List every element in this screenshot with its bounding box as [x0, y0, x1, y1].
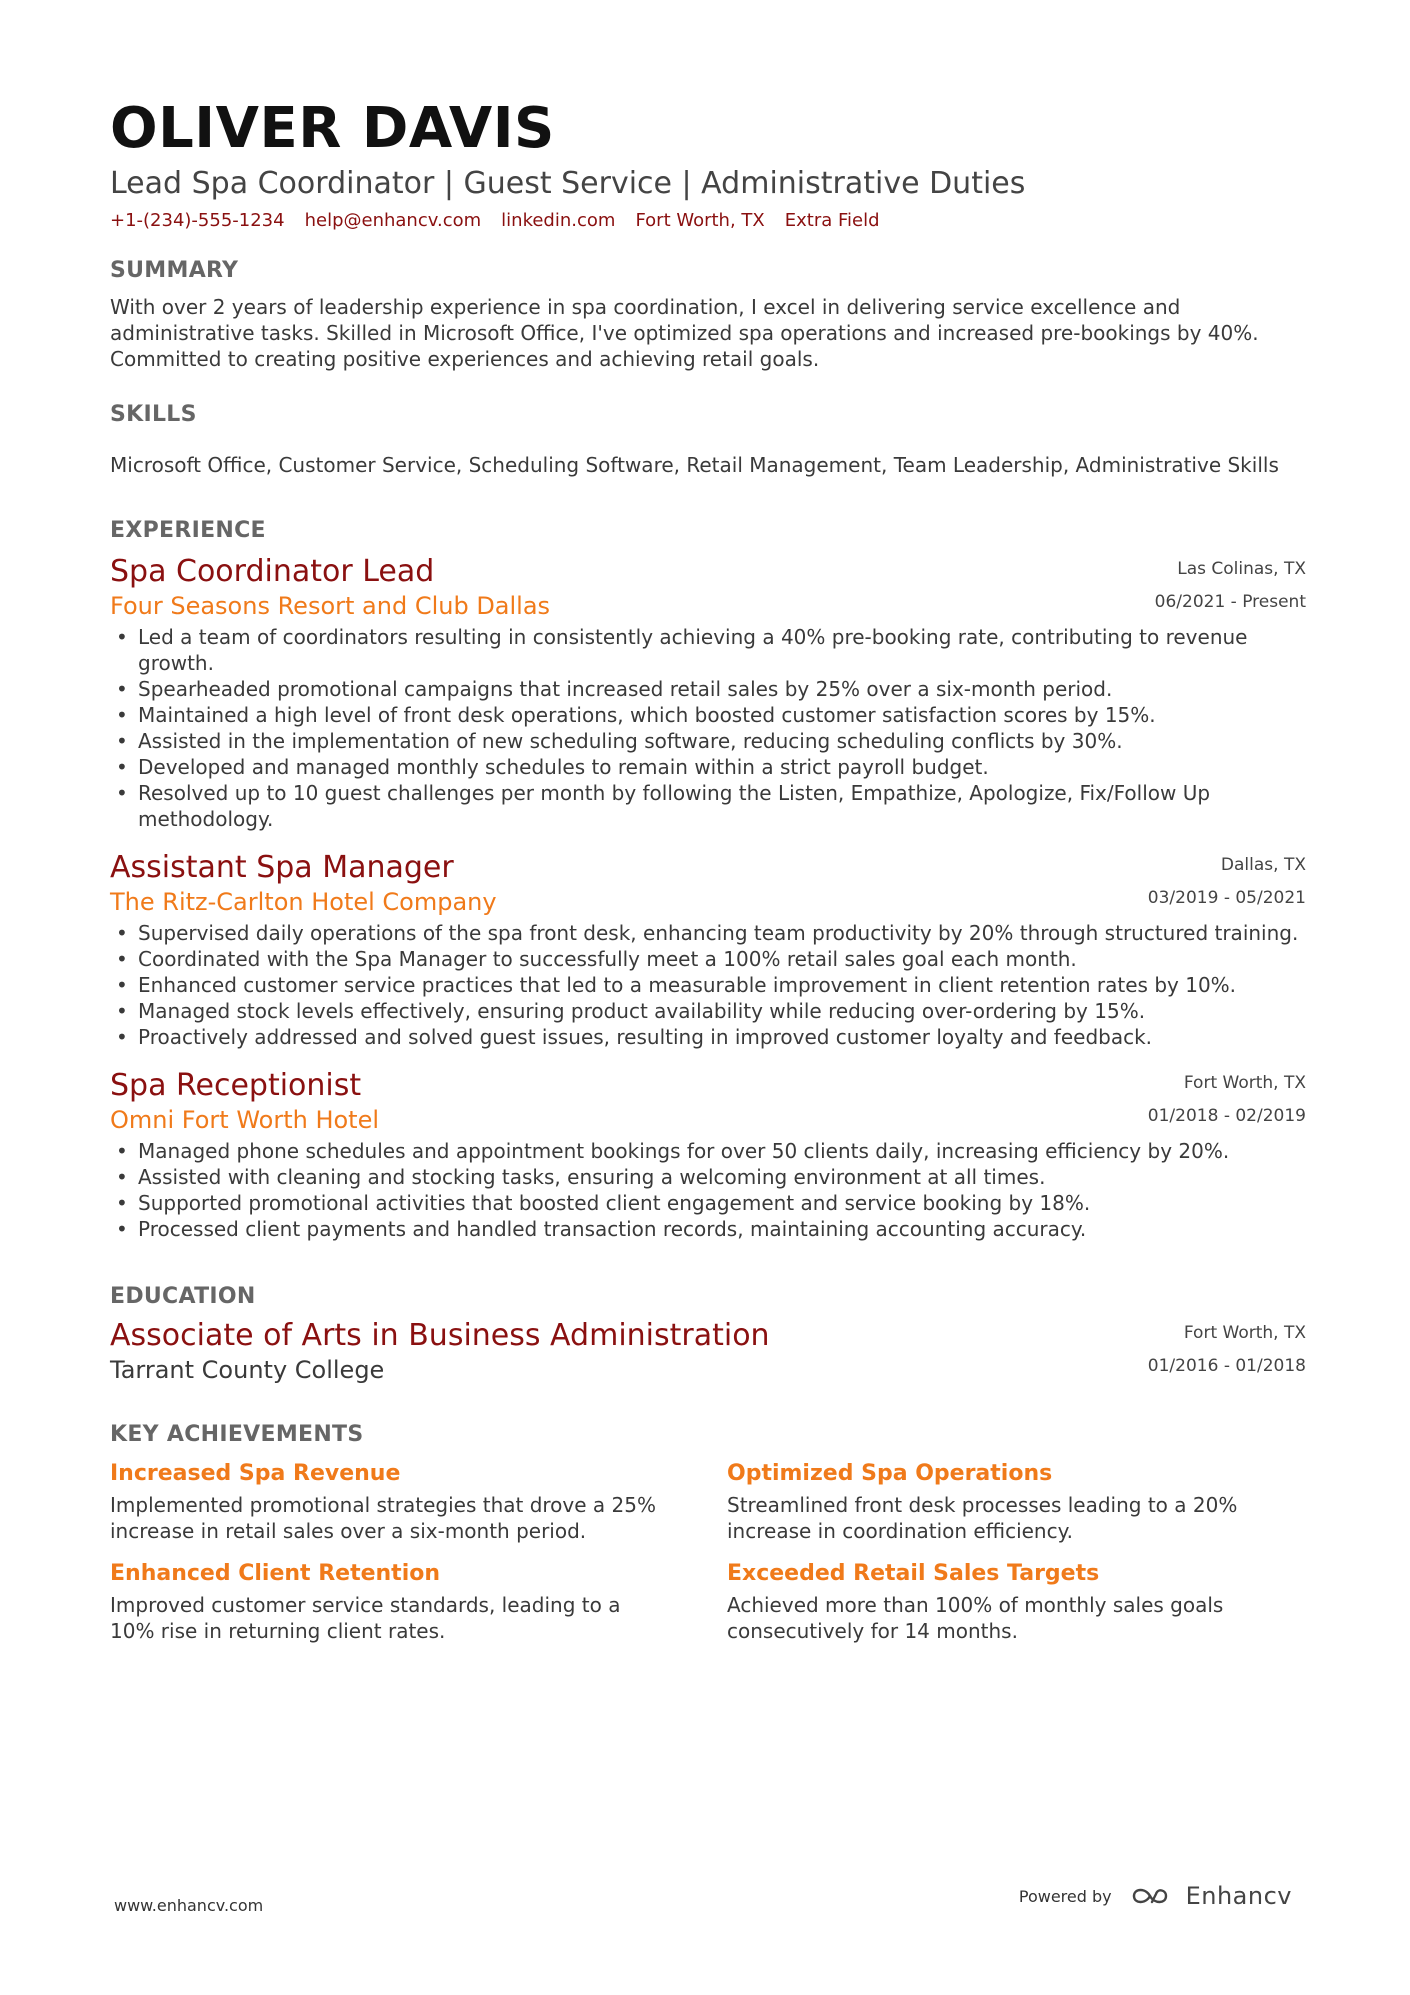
job-bullet: • Maintained a high level of front desk operations, which boosted customer satisfaction scores by 15%. [110, 702, 1306, 728]
job-title: Assistant Spa Manager [110, 850, 454, 885]
job-meta [1148, 1068, 1306, 1134]
job-company: The Ritz-Carlton Hotel Company [110, 888, 497, 916]
footer-website[interactable]: www.enhancv.com [114, 1896, 264, 1915]
education-degree: Associate of Arts in Business Administration [110, 1318, 770, 1353]
job-bullet: • Managed stock levels effectively, ensuring product availability while reducing over-ordering by 15%. [110, 998, 1306, 1024]
contact-info [110, 208, 1306, 234]
job-location: Dallas, TX [1220, 855, 1306, 875]
summary-title: SUMMARY [110, 258, 239, 283]
job-entry [110, 554, 1306, 832]
job-meta [1155, 554, 1306, 620]
job-bullet: • Coordinated with the Spa Manager to successfully meet a 100% retail sales goal each month. [110, 946, 1306, 972]
education-section [110, 1282, 1306, 1386]
job-company: Omni Fort Worth Hotel [110, 1106, 380, 1134]
job-entry [110, 850, 1306, 1050]
achievement-item [727, 1458, 1306, 1544]
contact-extra-field: Extra Field [784, 210, 880, 231]
job-bullet: • Supported promotional activities that boosted client engagement and service booking by 18%. [110, 1190, 1306, 1216]
contact-linkedin[interactable]: linkedin.com [501, 210, 616, 231]
contact-email[interactable]: help@enhancv.com [304, 210, 482, 231]
education-dates: 01/2016 - 01/2018 [1147, 1356, 1306, 1376]
resume-content [110, 96, 1306, 1644]
job-bullet: • Proactively addressed and solved guest issues, resulting in improved customer loyalty and feedback. [110, 1024, 1306, 1050]
job-bullets [110, 624, 1306, 832]
skills-title: SKILLS [110, 402, 197, 427]
achievements-title: KEY ACHIEVEMENTS [110, 1422, 364, 1447]
job-dates: 06/2021 - Present [1154, 592, 1306, 612]
education-title: EDUCATION [110, 1284, 256, 1309]
enhancv-logo-icon [1130, 1884, 1176, 1908]
job-bullet: • Assisted with cleaning and stocking tasks, ensuring a welcoming environment at all times. [110, 1164, 1306, 1190]
job-bullet: • Led a team of coordinators resulting in consistently achieving a 40% pre-booking rate, contributing to revenue growth. [110, 624, 1306, 676]
job-bullets [110, 1138, 1306, 1242]
job-company: Four Seasons Resort and Club Dallas [110, 592, 551, 620]
contact-phone[interactable]: +1-(234)-555-1234 [110, 210, 285, 231]
achievement-title: Increased Spa Revenue [110, 1461, 401, 1486]
candidate-headline: Lead Spa Coordinator | Guest Service | Administrative Duties [110, 166, 1026, 201]
experience-section [110, 516, 1306, 1242]
job-bullet: • Supervised daily operations of the spa front desk, enhancing team productivity by 20% through structured training. [110, 920, 1306, 946]
powered-by-label: Powered by [1018, 1886, 1112, 1906]
job-meta [1148, 850, 1306, 916]
job-bullet: • Enhanced customer service practices that led to a measurable improvement in client retention rates by 10%. [110, 972, 1306, 998]
achievement-title: Optimized Spa Operations [727, 1461, 1053, 1486]
skills-text: Microsoft Office, Customer Service, Scheduling Software, Retail Management, Team Leadership, Administrative Skills [110, 453, 1279, 477]
achievement-desc: Implemented promotional strategies that drove a 25% increase in retail sales over a six-month period. [110, 1493, 656, 1543]
job-bullet: • Developed and managed monthly schedules to remain within a strict payroll budget. [110, 754, 1306, 780]
contact-location: Fort Worth, TX [635, 210, 765, 231]
achievements-grid [110, 1458, 1306, 1644]
job-bullet: • Spearheaded promotional campaigns that increased retail sales by 25% over a six-month period. [110, 676, 1306, 702]
job-dates: 03/2019 - 05/2021 [1147, 888, 1306, 908]
job-bullets [110, 920, 1306, 1050]
job-dates: 01/2018 - 02/2019 [1147, 1106, 1306, 1126]
education-school: Tarrant County College [110, 1356, 385, 1384]
achievement-title: Exceeded Retail Sales Targets [727, 1561, 1100, 1586]
achievement-title: Enhanced Client Retention [110, 1561, 441, 1586]
job-bullet: • Resolved up to 10 guest challenges per month by following the Listen, Empathize, Apologize, Fix/Follow Up methodology. [110, 780, 1306, 832]
achievement-item [110, 1458, 727, 1544]
brand-name: Enhancv [1185, 1882, 1292, 1910]
job-entry [110, 1068, 1306, 1242]
achievement-item [727, 1558, 1306, 1644]
job-title: Spa Coordinator Lead [110, 554, 435, 589]
footer-branding [1019, 1882, 1292, 1910]
experience-title: EXPERIENCE [110, 518, 266, 543]
resume-header [110, 96, 1306, 234]
job-location: Fort Worth, TX [1183, 1073, 1306, 1093]
job-title: Spa Receptionist [110, 1068, 362, 1103]
job-location: Las Colinas, TX [1177, 559, 1306, 579]
skills-section [110, 400, 1306, 478]
summary-section [110, 256, 1306, 372]
achievements-section [110, 1420, 1306, 1644]
achievement-desc: Improved customer service standards, leading to a 10% rise in returning client rates. [110, 1593, 621, 1643]
education-location: Fort Worth, TX [1183, 1323, 1306, 1343]
job-bullet: • Processed client payments and handled transaction records, maintaining accounting accuracy. [110, 1216, 1306, 1242]
job-bullet: • Managed phone schedules and appointment bookings for over 50 clients daily, increasing efficiency by 20%. [110, 1138, 1306, 1164]
candidate-name: OLIVER DAVIS [110, 96, 555, 161]
summary-text: With over 2 years of leadership experience in spa coordination, I excel in delivering service excellence and administrative tasks. Skilled in Microsoft Office, I've optimized spa operations and increased pre-bookings by 40%. Committed to creating positive experiences and achieving retail goals. [110, 295, 1259, 371]
achievement-desc: Achieved more than 100% of monthly sales goals consecutively for 14 months. [727, 1593, 1224, 1643]
job-bullet: • Assisted in the implementation of new scheduling software, reducing scheduling conflicts by 30%. [110, 728, 1306, 754]
achievement-desc: Streamlined front desk processes leading to a 20% increase in coordination efficiency. [727, 1493, 1238, 1543]
achievement-item [110, 1558, 727, 1644]
education-meta [1148, 1318, 1306, 1384]
education-entry [110, 1318, 1306, 1386]
brand-logo[interactable] [1130, 1882, 1292, 1910]
